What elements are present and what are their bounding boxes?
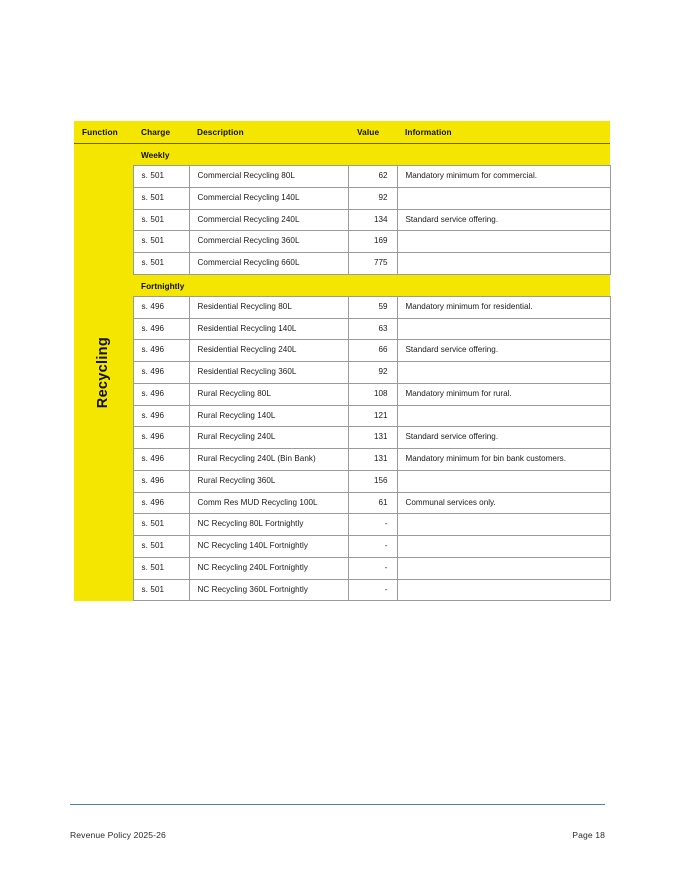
cell-description: NC Recycling 240L Fortnightly (189, 557, 348, 579)
cell-charge: s. 501 (133, 557, 189, 579)
cell-description: NC Recycling 140L Fortnightly (189, 536, 348, 558)
table-row (74, 427, 610, 449)
cell-description: Commercial Recycling 240L (189, 209, 348, 231)
cell-charge: s. 501 (133, 231, 189, 253)
cell-information (397, 253, 610, 275)
cell-charge: s. 501 (133, 187, 189, 209)
cell-information (397, 318, 610, 340)
cell-charge: s. 501 (133, 579, 189, 601)
cell-information (397, 405, 610, 427)
cell-description: Rural Recycling 240L (Bin Bank) (189, 449, 348, 471)
cell-value: 131 (348, 427, 397, 449)
cell-value: 775 (348, 253, 397, 275)
column-header-description: Description (189, 121, 348, 144)
cell-description: Rural Recycling 240L (189, 427, 348, 449)
cell-description: Rural Recycling 140L (189, 405, 348, 427)
column-header-value: Value (348, 121, 397, 144)
cell-value: 66 (348, 340, 397, 362)
cell-value: 92 (348, 187, 397, 209)
cell-description: NC Recycling 360L Fortnightly (189, 579, 348, 601)
cell-information (397, 557, 610, 579)
function-column-cell (74, 144, 133, 601)
page-footer (70, 804, 605, 840)
cell-value: - (348, 579, 397, 601)
cell-value: 156 (348, 470, 397, 492)
cell-information: Standard service offering. (397, 209, 610, 231)
cell-description: Commercial Recycling 80L (189, 166, 348, 188)
cell-value: 63 (348, 318, 397, 340)
cell-information: Communal services only. (397, 492, 610, 514)
footer-divider (70, 804, 605, 805)
cell-information (397, 231, 610, 253)
table-row (74, 209, 610, 231)
column-header-information: Information (397, 121, 610, 144)
cell-value: 59 (348, 296, 397, 318)
table-row (74, 231, 610, 253)
table-row (74, 383, 610, 405)
cell-charge: s. 501 (133, 209, 189, 231)
table-row (74, 253, 610, 275)
cell-charge: s. 496 (133, 427, 189, 449)
table-row (74, 362, 610, 384)
table-group-row (74, 274, 610, 296)
table-row (74, 557, 610, 579)
table-row (74, 449, 610, 471)
cell-charge: s. 501 (133, 166, 189, 188)
table-row (74, 340, 610, 362)
cell-charge: s. 496 (133, 383, 189, 405)
cell-value: 61 (348, 492, 397, 514)
table-group-row (74, 144, 610, 166)
table-row (74, 492, 610, 514)
column-header-function: Function (74, 121, 133, 144)
table-body (74, 144, 610, 601)
footer-content (70, 830, 605, 840)
cell-charge: s. 496 (133, 340, 189, 362)
cell-description: Residential Recycling 140L (189, 318, 348, 340)
cell-value: 108 (348, 383, 397, 405)
cell-information: Mandatory minimum for commercial. (397, 166, 610, 188)
cell-information (397, 470, 610, 492)
cell-information: Standard service offering. (397, 427, 610, 449)
cell-value: - (348, 557, 397, 579)
cell-description: Commercial Recycling 660L (189, 253, 348, 275)
cell-charge: s. 496 (133, 405, 189, 427)
footer-document-title: Revenue Policy 2025-26 (70, 830, 166, 840)
cell-information (397, 536, 610, 558)
table-row (74, 318, 610, 340)
group-label: Fortnightly (133, 274, 610, 296)
column-header-charge: Charge (133, 121, 189, 144)
cell-value: - (348, 514, 397, 536)
cell-charge: s. 496 (133, 470, 189, 492)
cell-description: Residential Recycling 240L (189, 340, 348, 362)
footer-page-number: Page 18 (572, 830, 605, 840)
table-header-row (74, 121, 610, 144)
fees-and-charges-table (74, 121, 611, 601)
cell-value: 121 (348, 405, 397, 427)
cell-charge: s. 496 (133, 492, 189, 514)
cell-value: 134 (348, 209, 397, 231)
cell-information: Mandatory minimum for bin bank customers. (397, 449, 610, 471)
cell-information (397, 362, 610, 384)
function-label: Recycling (95, 336, 112, 408)
cell-description: Rural Recycling 80L (189, 383, 348, 405)
table-row (74, 296, 610, 318)
cell-charge: s. 496 (133, 362, 189, 384)
cell-information (397, 187, 610, 209)
cell-description: Rural Recycling 360L (189, 470, 348, 492)
table-row (74, 514, 610, 536)
cell-charge: s. 501 (133, 514, 189, 536)
cell-description: NC Recycling 80L Fortnightly (189, 514, 348, 536)
table-row (74, 579, 610, 601)
group-label: Weekly (133, 144, 610, 166)
cell-charge: s. 501 (133, 253, 189, 275)
table-row (74, 405, 610, 427)
cell-value: 92 (348, 362, 397, 384)
cell-charge: s. 496 (133, 449, 189, 471)
cell-value: 131 (348, 449, 397, 471)
table-row (74, 536, 610, 558)
cell-description: Commercial Recycling 140L (189, 187, 348, 209)
cell-charge: s. 496 (133, 296, 189, 318)
cell-information: Mandatory minimum for rural. (397, 383, 610, 405)
cell-value: 62 (348, 166, 397, 188)
table-row (74, 166, 610, 188)
table-row (74, 187, 610, 209)
cell-description: Commercial Recycling 360L (189, 231, 348, 253)
cell-value: - (348, 536, 397, 558)
cell-information (397, 514, 610, 536)
cell-information: Standard service offering. (397, 340, 610, 362)
cell-description: Comm Res MUD Recycling 100L (189, 492, 348, 514)
cell-charge: s. 501 (133, 536, 189, 558)
cell-description: Residential Recycling 80L (189, 296, 348, 318)
cell-description: Residential Recycling 360L (189, 362, 348, 384)
cell-value: 169 (348, 231, 397, 253)
table-row (74, 470, 610, 492)
cell-charge: s. 496 (133, 318, 189, 340)
cell-information (397, 579, 610, 601)
cell-information: Mandatory minimum for residential. (397, 296, 610, 318)
